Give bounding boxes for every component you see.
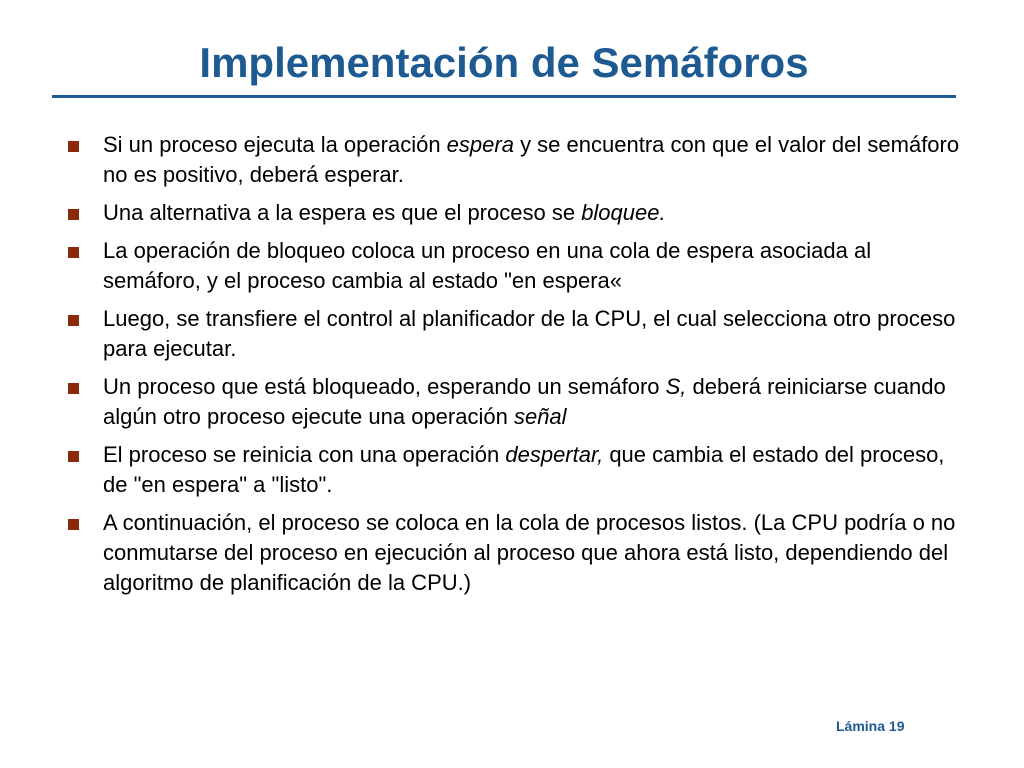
bullet-text: A continuación, el proceso se coloca en la cola de procesos listos. (La CPU podría o no conmutarse del proceso en ejecución al proceso que ahora está listo, dependiendo del algoritmo de planificación de la CPU.) (103, 510, 956, 595)
slide-title: Implementación de Semáforos (199, 39, 809, 86)
bullet-text: Si un proceso ejecuta la operación espera y se encuentra con que el valor del semáforo no es positivo, deberá esperar. (103, 132, 960, 187)
square-bullet-icon (68, 519, 79, 530)
bullet-item (68, 508, 968, 598)
emphasis-text: bloquee. (581, 200, 666, 225)
emphasis-text: despertar, (505, 442, 604, 467)
bullet-item (68, 198, 968, 228)
emphasis-text: S, (665, 374, 687, 399)
bullet-list (68, 130, 968, 606)
bullet-item (68, 130, 968, 190)
bullet-item (68, 236, 968, 296)
bullet-item (68, 304, 968, 364)
square-bullet-icon (68, 383, 79, 394)
bullet-item (68, 440, 968, 500)
bullet-text: Un proceso que está bloqueado, esperando un semáforo S, deberá reiniciarse cuando algún otro proceso ejecute una operación señal (103, 374, 946, 429)
square-bullet-icon (68, 141, 79, 152)
bullet-item (68, 372, 968, 432)
square-bullet-icon (68, 451, 79, 462)
square-bullet-icon (68, 315, 79, 326)
bullet-text: El proceso se reinicia con una operación despertar, que cambia el estado del proceso, de "en espera" a "listo". (103, 442, 945, 497)
emphasis-text: señal (513, 404, 567, 429)
title-divider (52, 95, 956, 98)
bullet-text: Una alternativa a la espera es que el proceso se bloquee. (103, 200, 666, 225)
bullet-text: Luego, se transfiere el control al planificador de la CPU, el cual selecciona otro proceso para ejecutar. (103, 306, 956, 361)
square-bullet-icon (68, 247, 79, 258)
square-bullet-icon (68, 209, 79, 220)
emphasis-text: espera (446, 132, 514, 157)
slide-number-label: Lámina 19 (836, 718, 905, 734)
bullet-text: La operación de bloqueo coloca un proceso en una cola de espera asociada al semáforo, y el proceso cambia al estado "en espera« (103, 238, 872, 293)
